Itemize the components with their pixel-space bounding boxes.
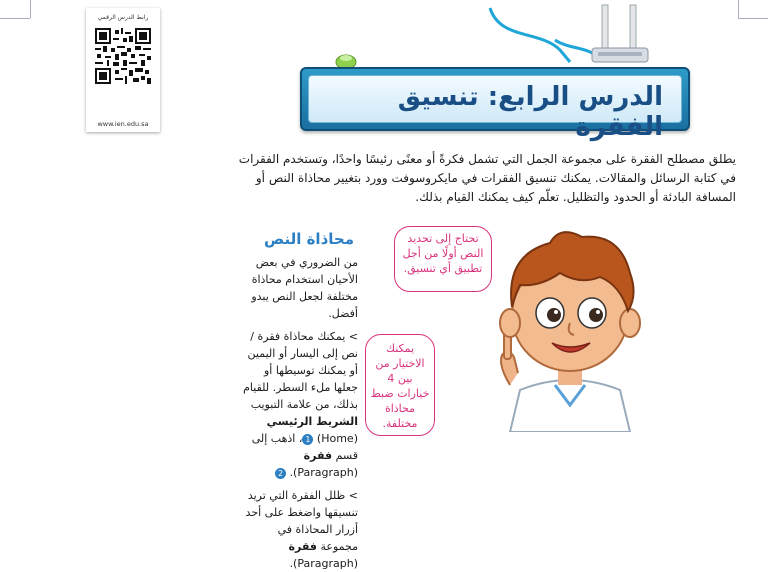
bullet-text: (Paragraph). bbox=[289, 557, 358, 570]
lesson-title-banner bbox=[300, 67, 690, 142]
qr-card[interactable] bbox=[86, 8, 160, 132]
intro-paragraph: يطلق مصطلح الفقرة على مجموعة الجمل التي تشمل فكرةً أو معنًى رئيسًا واحدًا، وتستخدم الفقرات في كتابة الرسائل والمقالات. يمكنك تنسيق الفقرات في مايكروسوفت وورد بتغيير محاذاة النص أو المسافة البادئة أو الحدود والتظليل. تعلّم كيف يمكنك القيام بذلك. bbox=[238, 152, 736, 204]
banner-panel bbox=[308, 75, 682, 142]
decor-line bbox=[30, 0, 31, 18]
bullet-bold-text: الشريط الرئيسي bbox=[266, 415, 358, 428]
decor-line bbox=[738, 0, 739, 18]
list-item bbox=[240, 487, 358, 572]
step-number-badge: 2 bbox=[275, 468, 286, 479]
bubble-text: يمكنك الاختيار من بين 4 خيارات ضبط محاذاة مختلفة. bbox=[370, 342, 430, 430]
section-body bbox=[240, 254, 358, 572]
bullet-bold-text: فقرة bbox=[288, 540, 317, 553]
decor-line bbox=[0, 18, 30, 19]
bullet-text: (Home) bbox=[316, 432, 358, 445]
decor-line bbox=[738, 18, 768, 19]
speech-bubble-bottom bbox=[365, 334, 435, 436]
connector-device-icon bbox=[330, 0, 690, 75]
qr-caption: رابط الدرس الرقمي bbox=[97, 14, 149, 21]
bubble-text: تحتاج إلى تحديد النص أولًا من أجل تطبيق أي تنسيق. bbox=[402, 232, 484, 275]
page-title: الدرس الرابع: تنسيق الفقرة bbox=[397, 82, 663, 142]
section-lead: من الضروري في بعض الأحيان استخدام محاذاة مختلفة لجعل النص يبدو أفضل. bbox=[251, 256, 358, 320]
list-item bbox=[240, 328, 358, 481]
section-heading: محاذاة النص bbox=[263, 230, 354, 248]
step-number-badge: 1 bbox=[302, 434, 313, 445]
bullet-text: > يمكنك محاذاة فقرة / نص إلى اليسار أو اليمين أو يمكنك توسيطها أو جعلها ملء السطر. للقيام بذلك، من علامة التبويب bbox=[243, 330, 358, 411]
bullet-text: (Paragraph). bbox=[289, 466, 358, 479]
qr-url[interactable]: www.ien.edu.sa bbox=[97, 120, 149, 128]
qr-code-icon[interactable] bbox=[95, 28, 151, 84]
bullet-text: > ظلل الفقرة التي تريد تنسيقها واضغط على أحد أزرار المحاذاة في مجموعة bbox=[245, 489, 358, 553]
bullet-bold-text: فقرة bbox=[303, 449, 333, 462]
bullet-text: ، اذهب إلى قسم bbox=[251, 432, 358, 462]
cartoon-boy-illustration bbox=[470, 215, 670, 432]
